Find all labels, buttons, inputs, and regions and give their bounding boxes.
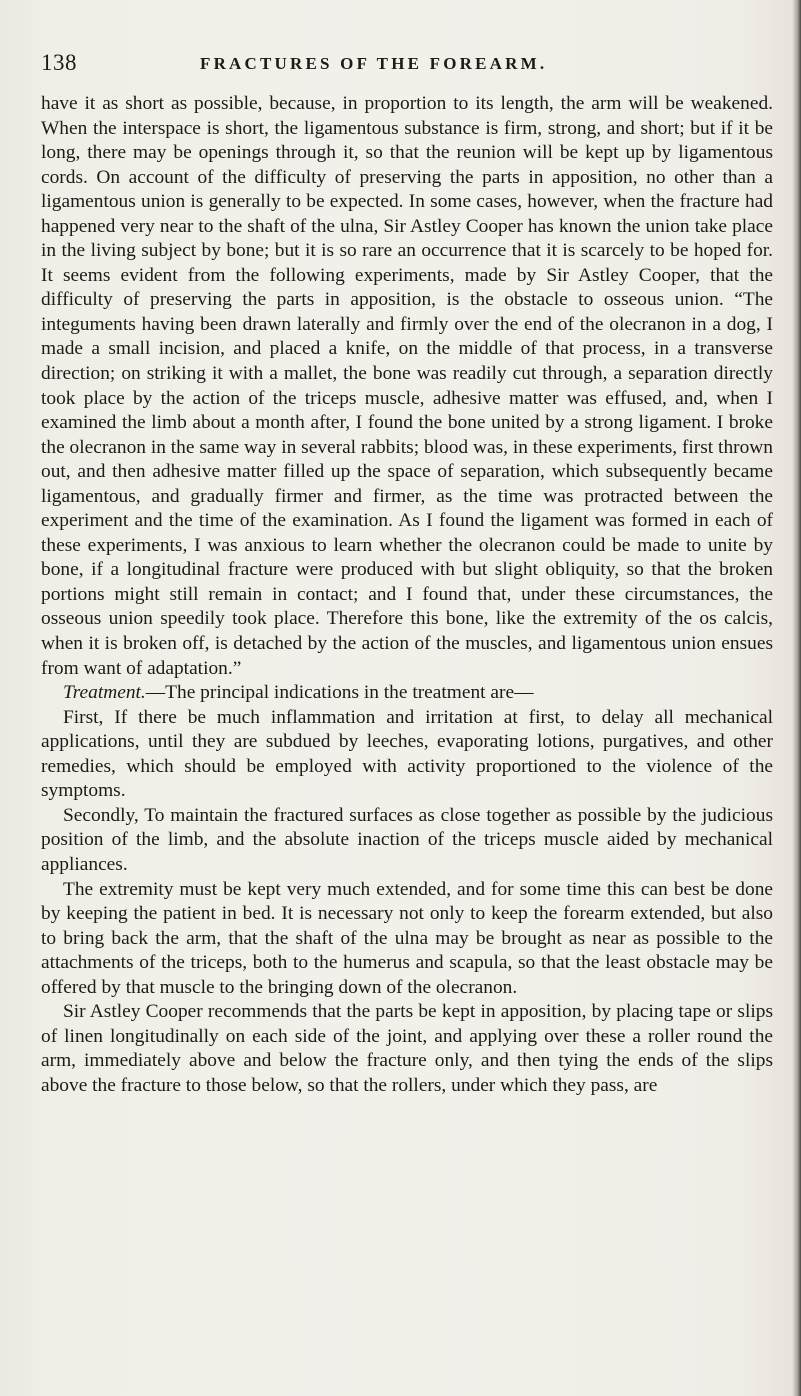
treatment-heading: Treatment. xyxy=(63,682,146,704)
paragraph-treatment xyxy=(41,681,773,706)
body-text xyxy=(41,92,773,1098)
running-title: FRACTURES OF THE FOREARM. xyxy=(200,54,548,73)
treatment-intro: —The principal indications in the treatment are— xyxy=(145,682,534,704)
page-header xyxy=(41,50,771,80)
page-edge-shadow xyxy=(792,0,801,1396)
paragraph-extremity: The extremity must be kept very much extended, and for some time this can best be done by keeping the patient in bed. It is necessary not only to keep the forearm extended, but also to bring back the arm, that the shaft of the ulna may be brought as near as possible to the attachments of the triceps, both to the humerus and scapula, so that the least obstacle may be offered by that muscle to the bringing down of the olecranon. xyxy=(41,878,773,998)
paragraph-cooper-recommendation: Sir Astley Cooper recommends that the parts be kept in apposition, by placing tape or slips of linen longitudinally on each side of the joint, and applying over these a roller round the arm, immediately above and below the fracture only, and then tying the ends of the slips above the fracture to those below, so that the rollers, under which they pass, are xyxy=(41,1001,773,1096)
paragraph-first-indication: First, If there be much inflammation and irritation at first, to delay all mechanical applications, until they are subdued by leeches, evaporating lotions, purgatives, and other remedies, which should be employed with activity proportioned to the violence of the symptoms. xyxy=(41,706,773,802)
paragraph-continued: have it as short as possible, because, in proportion to its length, the arm will be weakened. When the interspace is short, the ligamentous substance is firm, strong, and short; but if it be long, there may be openings through it, so that the reunion will be kept up by ligamentous cords. On account of the difficulty of preserving the parts in apposition, no other than a ligamentous union is generally to be expected. In some cases, however, when the fracture had happened very near to the shaft of the ulna, Sir Astley Cooper has known the union take place in the living subject by bone; but it is so rare an occurrence that it is scarcely to be hoped for. It seems evident from the following experiments, made by Sir Astley Cooper, that the difficulty of preserving the parts in apposition, is the obstacle to osseous union. “The integuments having been drawn laterally and firmly over the end of the olecranon in a dog, I made a small incision, and placed a knife, on the middle of that process, in a transverse direction; on striking it with a mallet, the bone was readily cut through, a separation directly took place by the action of the triceps muscle, adhesive matter was effused, and, when I examined the limb about a month after, I found the bone united by a strong ligament. I broke the olecranon in the same way in several rabbits; blood was, in these experiments, first thrown out, and then adhesive matter filled up the space of separation, which subsequently became ligamentous, and gradually firmer and firmer, as the time was protracted between the experiment and the time of the examination. As I found the ligament was formed in each of these experiments, I was anxious to learn whether the olecranon could be made to unite by bone, if a longitudinal fracture were produced with but slight obliquity, so that the broken portions might still remain in contact; and I found that, under these circumstances, the osseous union speedily took place. Therefore this bone, like the extremity of the os calcis, when it is broken off, is detached by the action of the muscles, and ligamentous union ensues from want of adaptation.” xyxy=(41,93,773,679)
paragraph-second-indication: Secondly, To maintain the fractured surfaces as close together as possible by the judicious position of the limb, and the absolute inaction of the triceps muscle aided by mechanical appliances. xyxy=(41,804,773,875)
page-number: 138 xyxy=(41,50,77,75)
